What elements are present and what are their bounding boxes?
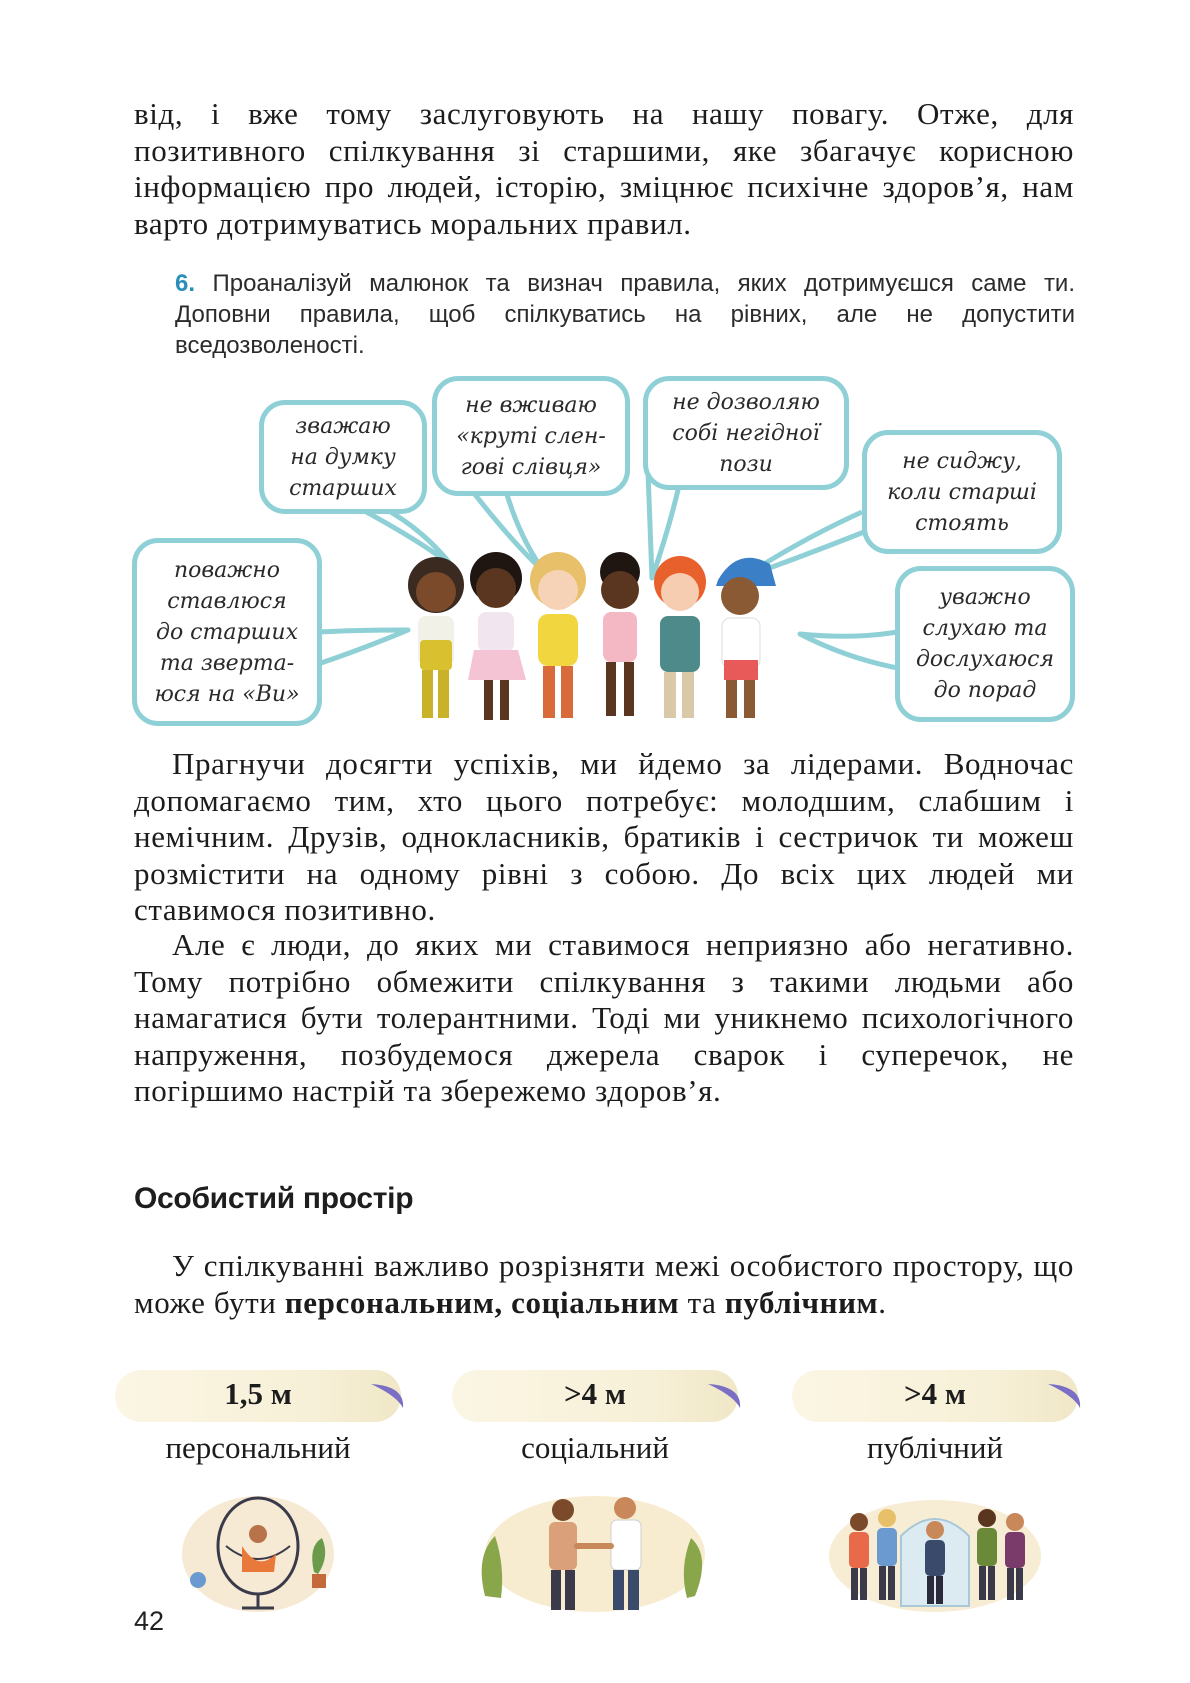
child-figure-6 [716,558,776,718]
child-figure-1 [408,557,464,718]
task-number: 6. [175,270,196,297]
child-figure-2 [468,552,526,720]
space-label: публічний [866,1430,1004,1465]
distance-pill [792,1370,1078,1422]
handshake-scene-icon [465,1476,725,1616]
bubble-polite-address: поважно ставлюся до старших та зверта- юся на «Ви» [132,538,322,726]
children-illustration [388,540,818,730]
space-end: . [878,1284,887,1320]
child-figure-5 [654,556,706,718]
space-social [445,1370,745,1616]
paragraph-negative: Але є люди, до яких ми ставимося неприязно або негативно. Тому потрібно обмежити спілкування з такими людьми або намагатися бути толерантними. Тоді ми уникнемо психологічного напруження, позбудемося джерела сварок і суперечок, не погіршимо настрій та збережемо здоров’я. [134,927,1074,1108]
distance-value: >4 м [563,1376,627,1411]
paragraph-space [134,1248,1074,1321]
distance-pill [452,1370,738,1422]
space-bold-1: персональним, соціальним [284,1284,680,1320]
space-intro: У спілкуванні важливо розрізняти межі особистого простору, що може бути [134,1248,1074,1320]
space-label: соціальний [521,1430,669,1465]
section-heading: Особистий простір [134,1182,414,1215]
woman-in-hanging-chair-icon [158,1476,358,1616]
page-number: 42 [134,1606,165,1636]
paragraph-leaders: Прагнучи досягти успіхів, ми йдемо за лідерами. Водночас допомагаємо тим, хто цього потребує: молодшим, слабшим і немічним. Друзів, однокласників, братиків і сестричок ти можеш розмістити на одному рівні з собою. До всіх цих людей ми ставимося позитивно. [134,746,1074,927]
bubble-no-poses: не дозволяю собі негідної пози [643,376,849,490]
distance-pill [115,1370,401,1422]
space-mid: та [679,1284,725,1320]
bubble-listen-advice: уважно слухаю та дослухаюся до порад [895,566,1075,722]
space-label: персональний [165,1430,351,1465]
distance-value: 1,5 м [224,1376,292,1411]
bubble-no-slang: не вживаю «круті слен- гові слівця» [432,376,630,496]
space-bold-2: публічним [724,1284,879,1320]
space-personal [108,1370,408,1616]
distance-value: >4 м [903,1376,967,1411]
child-figure-3 [530,552,586,718]
bubble-not-sitting: не сиджу, коли старші стоять [862,430,1062,554]
bubble-respect-opinion: зважаю на думку старших [259,400,427,514]
crowd-scene-icon [815,1476,1055,1616]
space-public [785,1370,1085,1616]
paragraph-top: від, і вже тому заслуговують на нашу повагу. Отже, для позитивного спілкування зі старшими, яке збагачує корисною інформацією про людей, історію, зміцнює психічне здоров’я, нам варто дотримуватись моральних правил. [134,96,1074,241]
child-figure-4 [600,552,640,716]
task-text: Проаналізуй малюнок та визнач правила, яких дотримуєшся саме ти. Доповни правила, щоб спілкуватись на рівних, але не допустити вседозволеності. [175,270,1076,359]
